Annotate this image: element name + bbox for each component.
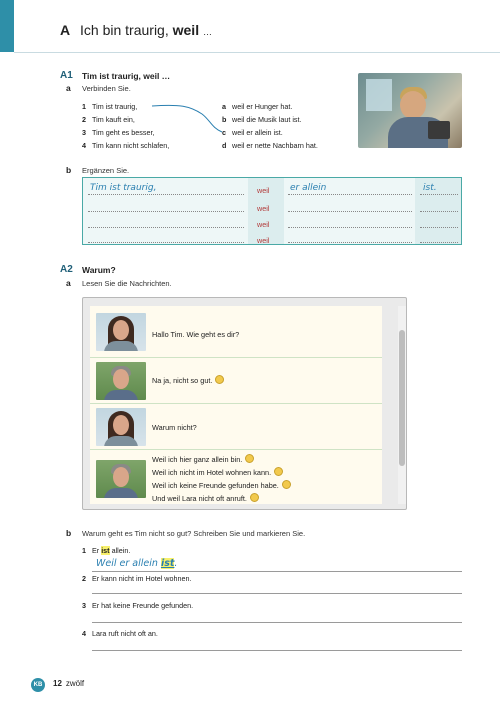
sub-letter-a2b: b — [66, 528, 72, 538]
weil-label-3: weil — [257, 220, 270, 229]
sad-face-icon — [245, 454, 254, 463]
instruction-a2a: Lesen Sie die Nachrichten. — [82, 279, 172, 288]
match-left-3: 3 Tim geht es besser, — [82, 128, 155, 137]
fill-line-r1c3[interactable] — [420, 194, 458, 195]
exercise-item-3: 3 Er hat keine Freunde gefunden. — [82, 601, 194, 610]
answer-line-3[interactable] — [92, 622, 462, 623]
header-divider — [14, 52, 500, 53]
fill-row1-clause: Tim ist traurig, — [90, 183, 157, 193]
task-number-a2: A2 — [60, 264, 73, 275]
match-left-4: 4 Tim kann nicht schlafen, — [82, 141, 170, 150]
avatar-tim — [96, 460, 146, 498]
match-right-a: a weil er Hunger hat. — [222, 102, 293, 111]
fill-row1-verb: ist. — [423, 183, 437, 193]
fill-line-r3c1[interactable] — [88, 227, 244, 228]
fill-line-r1c1[interactable] — [88, 194, 244, 195]
instruction-a2b: Warum geht es Tim nicht so gut? Schreiben Sie und markieren Sie. — [82, 529, 306, 538]
avatar-lara — [96, 313, 146, 351]
fill-line-r4c1[interactable] — [88, 242, 244, 243]
fill-line-r4c3[interactable] — [420, 242, 458, 243]
answer-line-4[interactable] — [92, 650, 462, 651]
task-title-a1: Tim ist traurig, weil … — [82, 71, 171, 81]
match-left-1: 1 Tim ist traurig, — [82, 102, 138, 111]
fill-line-r3c2[interactable] — [288, 227, 412, 228]
photo-tim-on-sofa — [358, 73, 462, 148]
match-connector-line — [150, 100, 230, 140]
fill-line-r1c2[interactable] — [288, 194, 412, 195]
weil-label-4: weil — [257, 236, 270, 245]
fill-line-r2c2[interactable] — [288, 211, 412, 212]
kb-badge: KB — [31, 678, 45, 692]
match-right-b: b weil die Musik laut ist. — [222, 115, 302, 124]
fill-row1-subject: er allein — [290, 183, 327, 193]
answer-1-handwritten: Weil er allein ist. — [96, 558, 178, 569]
weil-label-2: weil — [257, 204, 270, 213]
weil-label-1: weil — [257, 186, 270, 195]
answer-line-2[interactable] — [92, 593, 462, 594]
sad-face-icon — [250, 493, 259, 502]
title-keyword: weil — [172, 22, 200, 38]
instruction-a1b: Ergänzen Sie. — [82, 166, 130, 175]
chat-scrollbar-thumb[interactable] — [399, 330, 405, 466]
task-title-a2: Warum? — [82, 265, 116, 275]
title-suffix: … — [202, 27, 212, 37]
sad-face-icon — [274, 467, 283, 476]
sad-face-icon — [215, 375, 224, 384]
header-accent-bar — [0, 0, 14, 52]
chat-message-2: Na ja, nicht so gut. — [152, 374, 224, 387]
sub-letter-a1b: b — [66, 165, 72, 175]
exercise-item-1: 1 Er ist allein. — [82, 546, 131, 555]
avatar-lara — [96, 408, 146, 446]
instruction-a1a: Verbinden Sie. — [82, 84, 131, 93]
fill-line-r3c3[interactable] — [420, 227, 458, 228]
page-number: 12 zwölf — [53, 679, 85, 688]
fill-line-r2c3[interactable] — [420, 211, 458, 212]
chat-message-1: Hallo Tim. Wie geht es dir? — [152, 330, 240, 339]
sub-letter-a2a: a — [66, 278, 71, 288]
match-right-d: d weil er nette Nachbarn hat. — [222, 141, 318, 150]
sad-face-icon — [282, 480, 291, 489]
avatar-tim — [96, 362, 146, 400]
task-number-a1: A1 — [60, 70, 73, 81]
chat-message-3: Warum nicht? — [152, 423, 197, 432]
match-right-c: c weil er allein ist. — [222, 128, 283, 137]
answer-line-1[interactable] — [92, 571, 462, 572]
exercise-item-4: 4 Lara ruft nicht oft an. — [82, 629, 158, 638]
exercise-item-2: 2 Er kann nicht im Hotel wohnen. — [82, 574, 192, 583]
page-title — [60, 22, 212, 38]
match-left-2: 2 Tim kauft ein, — [82, 115, 135, 124]
chat-message-4: Weil ich hier ganz allein bin. Weil ich nicht im Hotel wohnen kann. Weil ich keine Freunde gefunden habe. Und weil Lara nicht oft anruft. — [152, 453, 291, 505]
fill-line-r2c1[interactable] — [88, 211, 244, 212]
section-letter: A — [60, 22, 71, 38]
title-prefix: Ich bin traurig, — [80, 22, 169, 38]
fill-line-r4c2[interactable] — [288, 242, 412, 243]
sub-letter-a1a: a — [66, 83, 71, 93]
